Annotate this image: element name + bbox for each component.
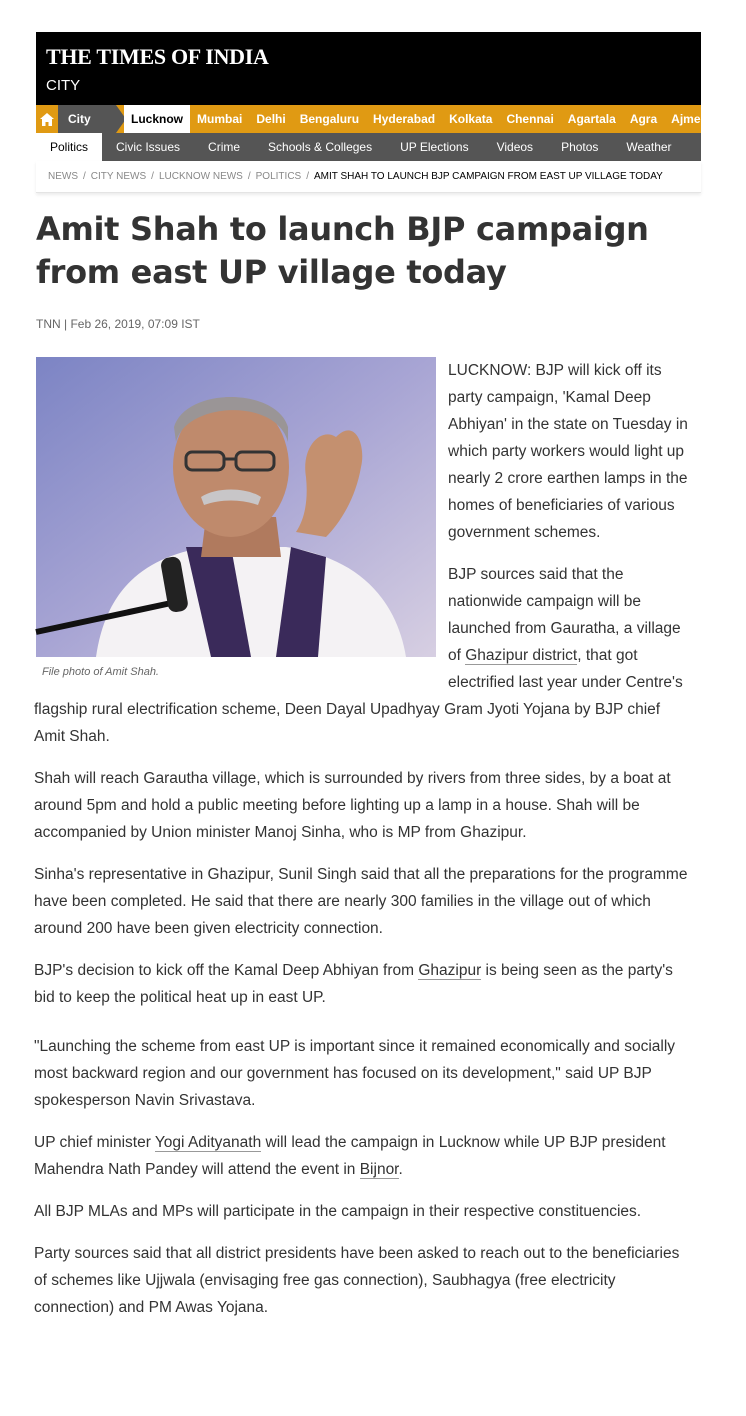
city-nav-bar (36, 105, 739, 133)
article-body (34, 357, 694, 1336)
breadcrumb-separator: / (247, 171, 251, 182)
city-item-agra[interactable]: Agra (629, 112, 658, 126)
city-item-kolkata[interactable]: Kolkata (449, 112, 493, 126)
link-bijnor[interactable]: Bijnor (359, 1161, 399, 1178)
home-icon[interactable] (36, 105, 58, 133)
article-paragraph: "Launching the scheme from east UP is important since it remained economically and socially most backward region and our government has focused on its development," said UP BJP spokesperson Navin Srivastava. (34, 1038, 676, 1109)
article-paragraph: Party sources said that all district presidents have been asked to reach out to the beneficiaries of schemes like Ujjwala (envisaging free gas connection), Saubhagya (free electricity connection) and PM Awas Yojana. (34, 1245, 680, 1316)
breadcrumb (36, 161, 701, 193)
breadcrumb-politics[interactable]: POLITICS (255, 171, 302, 182)
article-paragraph: All BJP MLAs and MPs will participate in the campaign in their respective constituencies. (34, 1203, 642, 1220)
subnav-item-photos[interactable]: Photos (561, 140, 599, 154)
city-item-agartala[interactable]: Agartala (567, 112, 616, 126)
article-paragraph: Sinha's representative in Ghazipur, Sunil Singh said that all the preparations for the programme have been completed. He said that there are nearly 300 families in the village out of which around 200 have been given electricity connection. (34, 866, 688, 937)
subnav-item-weather[interactable]: Weather (626, 140, 672, 154)
link-yogi-adityanath[interactable]: Yogi Adityanath (154, 1134, 262, 1151)
city-item-lucknow[interactable]: Lucknow (124, 105, 190, 133)
city-item-chennai[interactable]: Chennai (506, 112, 554, 126)
breadcrumb-separator: / (151, 171, 154, 182)
section-title[interactable]: CITY (46, 77, 81, 94)
subnav-item-up-elections[interactable]: UP Elections (400, 140, 469, 154)
subnav-item-schools-colleges[interactable]: Schools & Colleges (268, 140, 373, 154)
article-headline: Amit Shah to launch BJP campaign from east UP village today (36, 210, 649, 291)
breadcrumb-city-news[interactable]: CITY NEWS (90, 171, 147, 182)
city-item-mumbai[interactable]: Mumbai (197, 112, 243, 126)
city-item-hyderabad[interactable]: Hyderabad (373, 112, 436, 126)
photo-image[interactable] (36, 357, 436, 657)
city-item-am[interactable]: Am (719, 112, 739, 126)
article-paragraph: LUCKNOW: BJP will kick off its party campaign, 'Kamal Deep Abhiyan' in the state on Tuesday in which party workers would light up nearly 2 crore earthen lamps in the homes of beneficiaries of various government schemes. (448, 362, 688, 541)
city-label[interactable]: City (58, 105, 116, 133)
article-paragraph: BJP sources said that the nationwide campaign will be launched from Gauratha, a village of Ghazipur district, that got electrified last year under Centre's flagship rural electrification scheme, Deen Dayal Upadhyay Gram Jyoti Yojana by BJP chief Amit Shah. (34, 566, 683, 745)
city-item-delhi[interactable]: Delhi (256, 112, 286, 126)
site-logo[interactable]: THE TIMES OF INDIA (46, 44, 269, 69)
breadcrumb-separator: / (306, 171, 309, 182)
article-paragraph: Shah will reach Garautha village, which is surrounded by rivers from three sides, by a boat at around 5pm and hold a public meeting before lighting up a lamp in a house. Shah will be accompanied by Union minister Manoj Sinha, who is MP from Ghazipur. (34, 770, 671, 841)
subnav-item-politics[interactable]: Politics (36, 133, 102, 161)
subnav-item-crime[interactable]: Crime (208, 140, 241, 154)
article-paragraph: UP chief minister Yogi Adityanath will lead the campaign in Lucknow while UP BJP president Mahendra Nath Pandey will attend the event in Bijnor. (34, 1134, 666, 1178)
article-byline: TNN | Feb 26, 2019, 07:09 IST (36, 317, 200, 331)
breadcrumb-current: AMIT SHAH TO LAUNCH BJP CAMPAIGN FROM EAST UP VILLAGE TODAY (314, 171, 663, 182)
article-paragraph: BJP's decision to kick off the Kamal Deep Abhiyan from Ghazipur is being seen as the party's bid to keep the political heat up in east UP. (34, 962, 673, 1006)
photo-caption: File photo of Amit Shah. (42, 666, 159, 678)
subnav-item-videos[interactable]: Videos (496, 140, 534, 154)
city-item-ajmer[interactable]: Ajmer (671, 112, 706, 126)
link-ghazipur-district[interactable]: Ghazipur district (465, 647, 578, 664)
article-photo (36, 357, 438, 686)
city-list (116, 105, 746, 133)
sub-nav-bar (36, 133, 701, 161)
breadcrumb-lucknow-news[interactable]: LUCKNOW NEWS (158, 171, 243, 182)
subnav-item-civic-issues[interactable]: Civic Issues (116, 140, 181, 154)
breadcrumb-news[interactable]: NEWS (48, 171, 78, 182)
breadcrumb-separator: / (83, 171, 86, 182)
site-header (36, 32, 701, 105)
link-ghazipur[interactable]: Ghazipur (418, 962, 482, 979)
city-item-bengaluru[interactable]: Bengaluru (299, 112, 360, 126)
